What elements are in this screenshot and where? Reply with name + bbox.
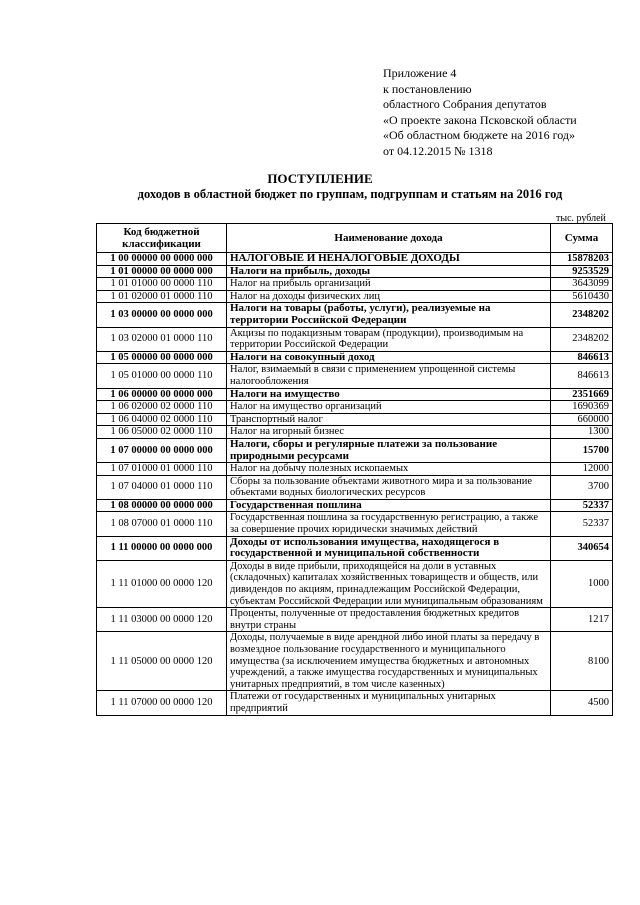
table-body — [97, 253, 613, 716]
table-row — [97, 413, 613, 426]
document-title: ПОСТУПЛЕНИЕ — [267, 171, 373, 186]
amount-cell: 340654 — [551, 536, 613, 560]
amount-cell: 846613 — [551, 364, 613, 388]
budget-code-cell: 1 08 07000 01 0000 110 — [97, 512, 227, 536]
income-name-cell: Налог на игорный бизнес — [227, 426, 551, 439]
amount-cell: 3700 — [551, 475, 613, 499]
amount-cell: 12000 — [551, 463, 613, 476]
table-row — [97, 512, 613, 536]
budget-code-cell: 1 05 01000 00 0000 110 — [97, 364, 227, 388]
income-name-cell: Проценты, полученные от предоставления бюджетных кредитов внутри страны — [227, 608, 551, 632]
table-row — [97, 499, 613, 512]
column-header-code: Код бюджетной классификации — [97, 224, 227, 253]
amount-cell: 52337 — [551, 499, 613, 512]
appendix-header — [383, 66, 577, 159]
budget-code-cell: 1 01 01000 00 0000 110 — [97, 278, 227, 291]
table-row — [97, 351, 613, 364]
table-row — [97, 303, 613, 327]
table-header-row — [97, 224, 613, 253]
appendix-line: к постановлению — [383, 81, 472, 96]
amount-cell: 8100 — [551, 632, 613, 691]
budget-code-cell: 1 11 01000 00 0000 120 — [97, 560, 227, 607]
budget-code-cell: 1 06 00000 00 0000 000 — [97, 388, 227, 401]
amount-cell: 660000 — [551, 413, 613, 426]
income-name-cell: Доходы от использования имущества, находящегося в государственной и муниципальной собственности — [227, 536, 551, 560]
table-row — [97, 253, 613, 266]
amount-cell: 846613 — [551, 351, 613, 364]
budget-code-cell: 1 00 00000 00 0000 000 — [97, 253, 227, 266]
budget-code-cell: 1 05 00000 00 0000 000 — [97, 351, 227, 364]
table-row — [97, 278, 613, 291]
income-name-cell: Транспортный налог — [227, 413, 551, 426]
table-row — [97, 265, 613, 278]
column-header-name: Наименование дохода — [227, 224, 551, 253]
income-name-cell: Налоги на товары (работы, услуги), реализуемые на территории Российской Федерации — [227, 303, 551, 327]
budget-code-cell: 1 01 00000 00 0000 000 — [97, 265, 227, 278]
table-row — [97, 691, 613, 715]
budget-code-cell: 1 03 00000 00 0000 000 — [97, 303, 227, 327]
amount-cell: 15700 — [551, 438, 613, 462]
amount-cell: 1300 — [551, 426, 613, 439]
amount-cell: 5610430 — [551, 290, 613, 303]
table-row — [97, 327, 613, 351]
document-subtitle: доходов в областной бюджет по группам, подгруппам и статьям на 2016 год — [137, 187, 563, 201]
table-row — [97, 632, 613, 691]
table-row — [97, 536, 613, 560]
table-row — [97, 608, 613, 632]
budget-code-cell: 1 06 05000 02 0000 110 — [97, 426, 227, 439]
budget-code-cell: 1 03 02000 01 0000 110 — [97, 327, 227, 351]
income-name-cell: Платежи от государственных и муниципальных унитарных предприятий — [227, 691, 551, 715]
budget-code-cell: 1 08 00000 00 0000 000 — [97, 499, 227, 512]
revenue-table — [96, 223, 613, 716]
amount-cell: 15878203 — [551, 253, 613, 266]
amount-cell: 2348202 — [551, 327, 613, 351]
income-name-cell: Налог на прибыль организаций — [227, 278, 551, 291]
appendix-line: Приложение 4 — [383, 66, 457, 80]
budget-code-cell: 1 06 02000 02 0000 110 — [97, 401, 227, 414]
income-name-cell: Государственная пошлина — [227, 499, 551, 512]
amount-cell: 9253529 — [551, 265, 613, 278]
budget-code-cell: 1 01 02000 01 0000 110 — [97, 290, 227, 303]
income-name-cell: Налоги на имущество — [227, 388, 551, 401]
amount-cell: 2348202 — [551, 303, 613, 327]
income-name-cell: Налог на добычу полезных ископаемых — [227, 463, 551, 476]
income-name-cell: Сборы за пользование объектами животного мира и за пользование объектами водных биологических ресурсов — [227, 475, 551, 499]
budget-code-cell: 1 07 04000 01 0000 110 — [97, 475, 227, 499]
column-header-sum: Сумма — [551, 224, 613, 253]
table-row — [97, 388, 613, 401]
table-row — [97, 364, 613, 388]
income-name-cell: Налог на имущество организаций — [227, 401, 551, 414]
income-name-cell: НАЛОГОВЫЕ И НЕНАЛОГОВЫЕ ДОХОДЫ — [227, 253, 551, 266]
appendix-line: «О проекте закона Псковской области — [383, 112, 577, 127]
income-name-cell: Налоги, сборы и регулярные платежи за пользование природными ресурсами — [227, 438, 551, 462]
amount-cell: 52337 — [551, 512, 613, 536]
table-row — [97, 426, 613, 439]
table-row — [97, 290, 613, 303]
budget-code-cell: 1 11 03000 00 0000 120 — [97, 608, 227, 632]
table-row — [97, 475, 613, 499]
income-name-cell: Доходы, получаемые в виде арендной либо иной платы за передачу в возмездное пользование государственного и муниципального имущества (за исключением имущества бюджетных и автономных учреждений, а также имущества государственных и муниципальных унитарных предприятий, в том числе казенных) — [227, 632, 551, 691]
amount-cell: 1217 — [551, 608, 613, 632]
income-name-cell: Налог на доходы физических лиц — [227, 290, 551, 303]
income-name-cell: Налоги на прибыль, доходы — [227, 265, 551, 278]
budget-code-cell: 1 11 00000 00 0000 000 — [97, 536, 227, 560]
units-label: тыс. рублей — [556, 213, 606, 224]
income-name-cell: Доходы в виде прибыли, приходящейся на доли в уставных (складочных) капиталах хозяйственных товариществ и обществ, или дивидендов по акциям, принадлежащим Российской Федерации, субъектам Российской Федерации или муниципальным образованиям — [227, 560, 551, 607]
amount-cell: 1000 — [551, 560, 613, 607]
income-name-cell: Налог, взимаемый в связи с применением упрощенной системы налогообложения — [227, 364, 551, 388]
amount-cell: 1690369 — [551, 401, 613, 414]
table-row — [97, 401, 613, 414]
income-name-cell: Акцизы по подакцизным товарам (продукции), производимым на территории Российской Федерации — [227, 327, 551, 351]
budget-code-cell: 1 11 07000 00 0000 120 — [97, 691, 227, 715]
budget-code-cell: 1 07 00000 00 0000 000 — [97, 438, 227, 462]
budget-code-cell: 1 06 04000 02 0000 110 — [97, 413, 227, 426]
amount-cell: 2351669 — [551, 388, 613, 401]
amount-cell: 4500 — [551, 691, 613, 715]
income-name-cell: Государственная пошлина за государственную регистрацию, а также за совершение прочих юридически значимых действий — [227, 512, 551, 536]
table-row — [97, 463, 613, 476]
appendix-line: «Об областном бюджете на 2016 год» — [383, 128, 575, 142]
appendix-line: от 04.12.2015 № 1318 — [383, 143, 493, 158]
budget-code-cell: 1 11 05000 00 0000 120 — [97, 632, 227, 691]
table-row — [97, 560, 613, 607]
income-name-cell: Налоги на совокупный доход — [227, 351, 551, 364]
budget-code-cell: 1 07 01000 01 0000 110 — [97, 463, 227, 476]
amount-cell: 3643099 — [551, 278, 613, 291]
appendix-line: областного Собрания депутатов — [383, 97, 547, 111]
table-row — [97, 438, 613, 462]
